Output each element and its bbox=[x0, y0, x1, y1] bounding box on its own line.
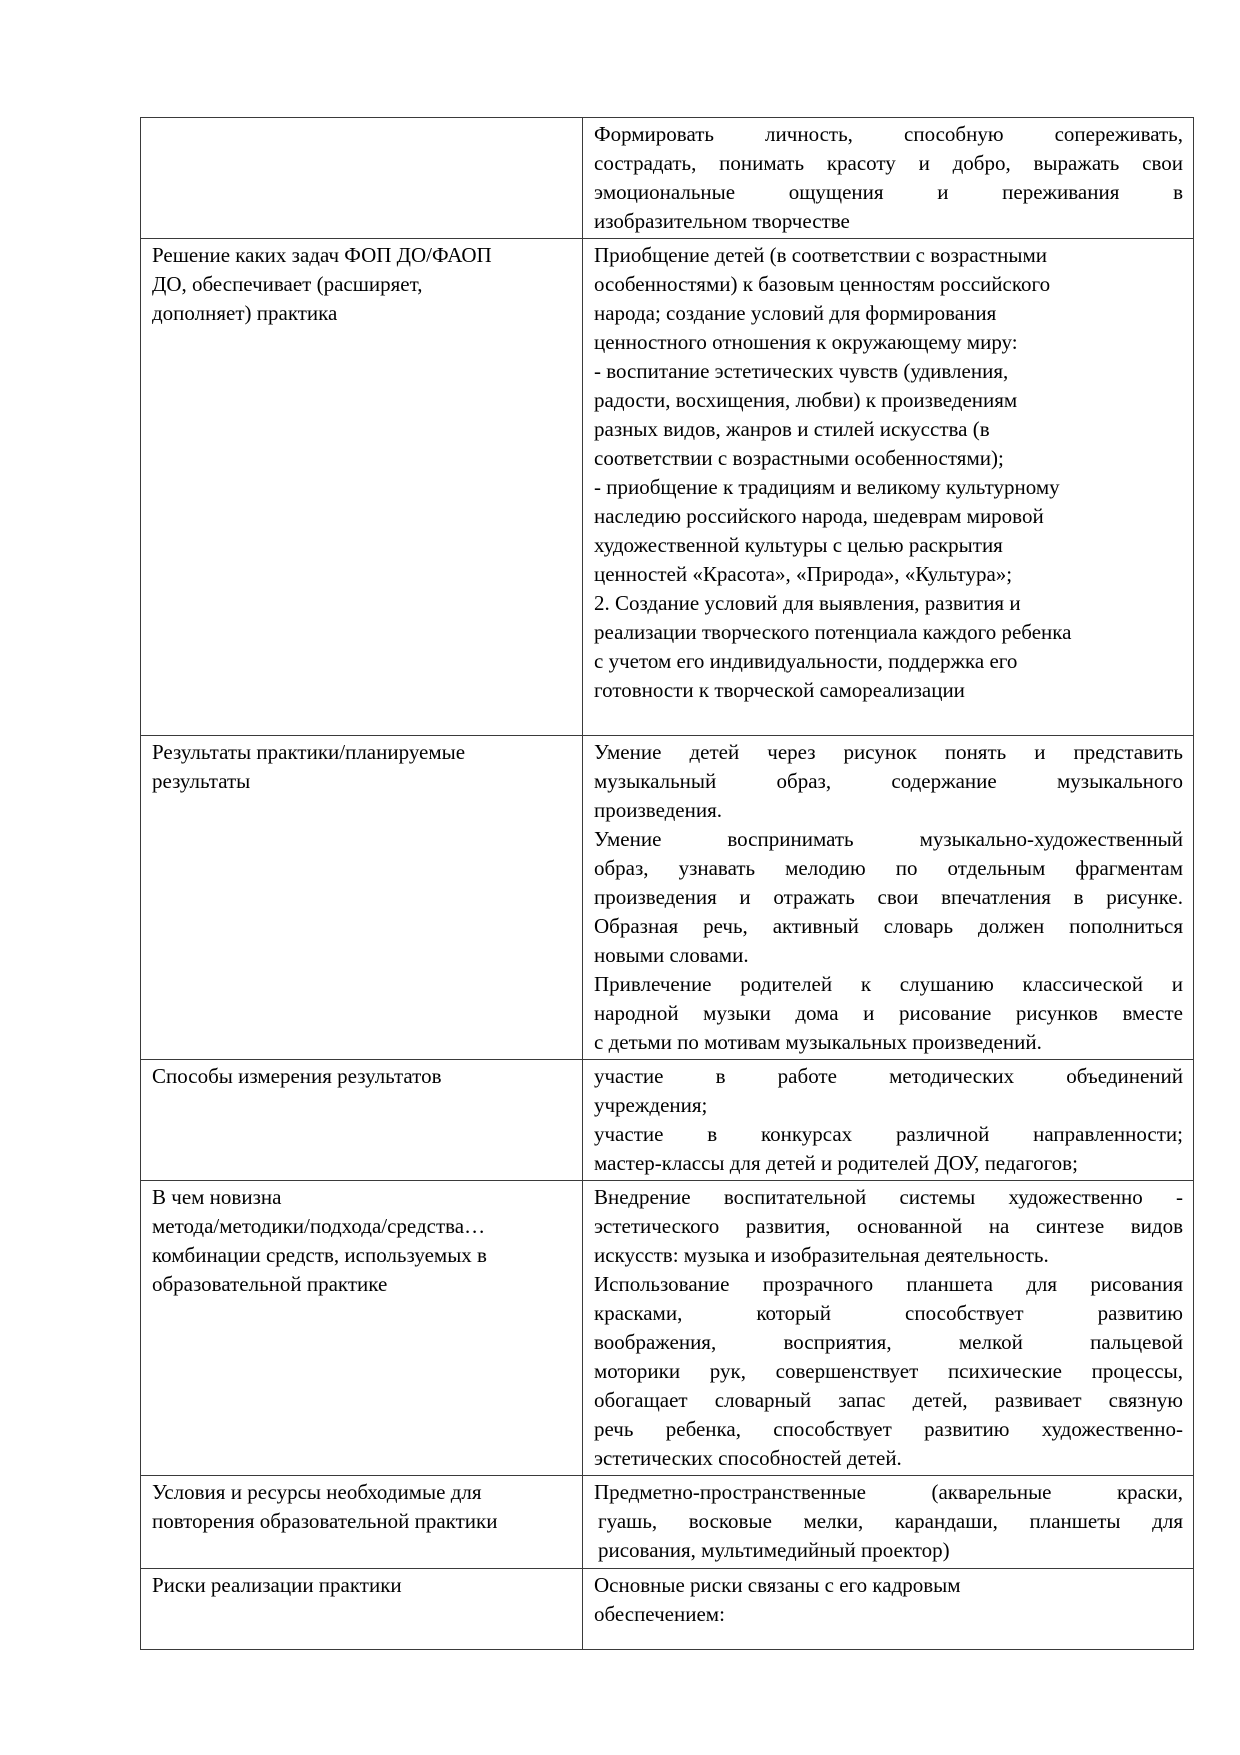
table-row bbox=[141, 1476, 1194, 1569]
text-line: эстетического развития, основанной на синтезе видов bbox=[594, 1214, 1183, 1238]
empty-label-cell bbox=[141, 118, 583, 239]
text-line: музыкальный образ, содержание музыкального bbox=[594, 769, 1183, 793]
measurement-label-cell bbox=[141, 1060, 583, 1181]
text-line: Привлечение родителей к слушанию классической и bbox=[594, 972, 1183, 996]
risks-text-cell bbox=[583, 1569, 1194, 1650]
text-line: речь ребенка, способствует развитию художественно- bbox=[594, 1417, 1183, 1441]
label-line: Решение каких задач ФОП ДО/ФАОП bbox=[152, 243, 492, 267]
text-line: реализации творческого потенциала каждого ребенка bbox=[594, 620, 1072, 644]
text-line: - воспитание эстетических чувств (удивления, bbox=[594, 359, 1009, 383]
text-line: новыми словами. bbox=[594, 943, 749, 967]
text-line: участие в работе методических объединений bbox=[594, 1064, 1183, 1088]
text-line: народной музыки дома и рисование рисунков вместе bbox=[594, 1001, 1183, 1025]
text-line: - приобщение к традициям и великому культурному bbox=[594, 475, 1060, 499]
text-line: произведения. bbox=[594, 798, 722, 822]
results-label-cell bbox=[141, 736, 583, 1060]
practice-description-table bbox=[140, 117, 1194, 1650]
label-line: комбинации средств, используемых в bbox=[152, 1243, 487, 1267]
text-line: образ, узнавать мелодию по отдельным фрагментам bbox=[594, 856, 1183, 880]
resources-text-cell bbox=[583, 1476, 1194, 1569]
text-line: Умение детей через рисунок понять и представить bbox=[594, 740, 1183, 764]
text-line: Основные риски связаны с его кадровым bbox=[594, 1573, 961, 1597]
text-line: с детьми по мотивам музыкальных произведений. bbox=[594, 1030, 1042, 1054]
tasks-label-cell bbox=[141, 239, 583, 736]
text-line: наследию российского народа, шедеврам мировой bbox=[594, 504, 1044, 528]
novelty-label-cell bbox=[141, 1181, 583, 1476]
text-line: сострадать, понимать красоту и добро, выражать свои bbox=[594, 151, 1183, 175]
risks-label-cell bbox=[141, 1569, 583, 1650]
text-line: учреждения; bbox=[594, 1093, 708, 1117]
text-line: обеспечением: bbox=[594, 1602, 725, 1626]
measurement-text-cell bbox=[583, 1060, 1194, 1181]
table-row bbox=[141, 1181, 1194, 1476]
table-row bbox=[141, 736, 1194, 1060]
text-line: Использование прозрачного планшета для рисования bbox=[594, 1272, 1183, 1296]
text-line: красками, который способствует развитию bbox=[594, 1301, 1183, 1325]
label-line: метода/методики/подхода/средства… bbox=[152, 1214, 486, 1238]
text-line: обогащает словарный запас детей, развивает связную bbox=[594, 1388, 1183, 1412]
text-line: моторики рук, совершенствует психические процессы, bbox=[594, 1359, 1183, 1383]
label-line: результаты bbox=[152, 769, 251, 793]
goal-text-cell bbox=[583, 118, 1194, 239]
table-row bbox=[141, 1569, 1194, 1650]
table-row bbox=[141, 1060, 1194, 1181]
text-line: Умение воспринимать музыкально-художественный bbox=[594, 827, 1183, 851]
text-line: произведения и отражать свои впечатления в рисунке. bbox=[594, 885, 1183, 909]
text-line: художественной культуры с целью раскрытия bbox=[594, 533, 1003, 557]
text-line: Предметно-пространственные (акварельные краски, bbox=[594, 1480, 1183, 1504]
label-line: дополняет) практика bbox=[152, 301, 338, 325]
text-line: Внедрение воспитательной системы художественно - bbox=[594, 1185, 1183, 1209]
resources-label-cell bbox=[141, 1476, 583, 1569]
text-line: Приобщение детей (в соответствии с возрастными bbox=[594, 243, 1048, 267]
label-line: Способы измерения результатов bbox=[152, 1064, 442, 1088]
text-line: готовности к творческой самореализации bbox=[594, 678, 965, 702]
label-line: Риски реализации практики bbox=[152, 1573, 402, 1597]
label-line: Условия и ресурсы необходимые для bbox=[152, 1480, 482, 1504]
text-line: народа; создание условий для формирования bbox=[594, 301, 997, 325]
text-line: ценностей «Красота», «Природа», «Культура»; bbox=[594, 562, 1013, 586]
text-line: Формировать личность, способную сопереживать, bbox=[594, 122, 1183, 146]
text-line: особенностями) к базовым ценностям российского bbox=[594, 272, 1051, 296]
label-line: ДО, обеспечивает (расширяет, bbox=[152, 272, 423, 296]
text-line: рисования, мультимедийный проектор) bbox=[598, 1538, 950, 1562]
tasks-text-cell bbox=[583, 239, 1194, 736]
label-line: В чем новизна bbox=[152, 1185, 282, 1209]
table-row bbox=[141, 118, 1194, 239]
text-line: эстетических способностей детей. bbox=[594, 1446, 902, 1470]
text-line: эмоциональные ощущения и переживания в bbox=[594, 180, 1183, 204]
text-line: разных видов, жанров и стилей искусства (в bbox=[594, 417, 990, 441]
text-line: соответствии с возрастными особенностями); bbox=[594, 446, 1004, 470]
label-line: повторения образовательной практики bbox=[152, 1509, 498, 1533]
label-line: образовательной практике bbox=[152, 1272, 388, 1296]
text-line: Образная речь, активный словарь должен пополниться bbox=[594, 914, 1183, 938]
text-line: гуашь, восковые мелки, карандаши, планшеты для bbox=[598, 1509, 1183, 1533]
text-line: радости, восхищения, любви) к произведениям bbox=[594, 388, 1018, 412]
label-line: Результаты практики/планируемые bbox=[152, 740, 466, 764]
table-row bbox=[141, 239, 1194, 736]
text-line: мастер-классы для детей и родителей ДОУ, педагогов; bbox=[594, 1151, 1078, 1175]
text-line: ценностного отношения к окружающему миру: bbox=[594, 330, 1018, 354]
results-text-cell bbox=[583, 736, 1194, 1060]
text-line: 2. Создание условий для выявления, развития и bbox=[594, 591, 1021, 615]
novelty-text-cell bbox=[583, 1181, 1194, 1476]
text-line: изобразительном творчестве bbox=[594, 209, 850, 233]
text-line: воображения, восприятия, мелкой пальцевой bbox=[594, 1330, 1183, 1354]
text-line: искусств: музыка и изобразительная деятельность. bbox=[594, 1243, 1049, 1267]
text-line: с учетом его индивидуальности, поддержка его bbox=[594, 649, 1018, 673]
text-line: участие в конкурсах различной направленности; bbox=[594, 1122, 1183, 1146]
